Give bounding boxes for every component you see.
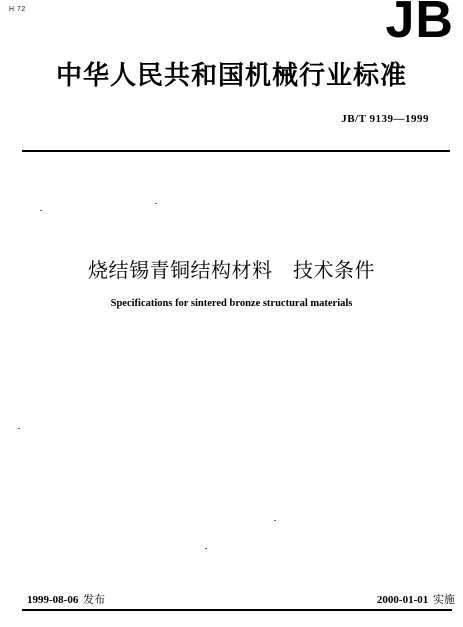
standard-category-heading: 中华人民共和国机械行业标准 xyxy=(55,61,407,91)
scan-speck xyxy=(274,520,276,521)
scan-speck xyxy=(205,548,207,549)
issue-label: 发布 xyxy=(83,593,106,606)
issue-date-line xyxy=(27,591,105,607)
implementation-date: 2000-01-01 xyxy=(376,594,429,606)
header-divider xyxy=(22,150,450,152)
document-title-english: Specifications for sintered bronze structural materials xyxy=(110,298,353,309)
scan-speck xyxy=(155,203,157,204)
issue-date: 1999-08-06 xyxy=(27,594,79,606)
jb-logo: JB xyxy=(385,0,454,49)
scan-speck xyxy=(18,428,20,429)
standard-number: JB/T 9139—1999 xyxy=(341,113,429,125)
classification-code: H 72 xyxy=(9,6,26,13)
implementation-date-line xyxy=(377,591,455,607)
footer-divider xyxy=(22,609,452,611)
scan-speck xyxy=(40,210,42,211)
document-title-chinese: 烧结锡青铜结构材料 技术条件 xyxy=(88,258,375,282)
implementation-label: 实施 xyxy=(433,593,455,606)
